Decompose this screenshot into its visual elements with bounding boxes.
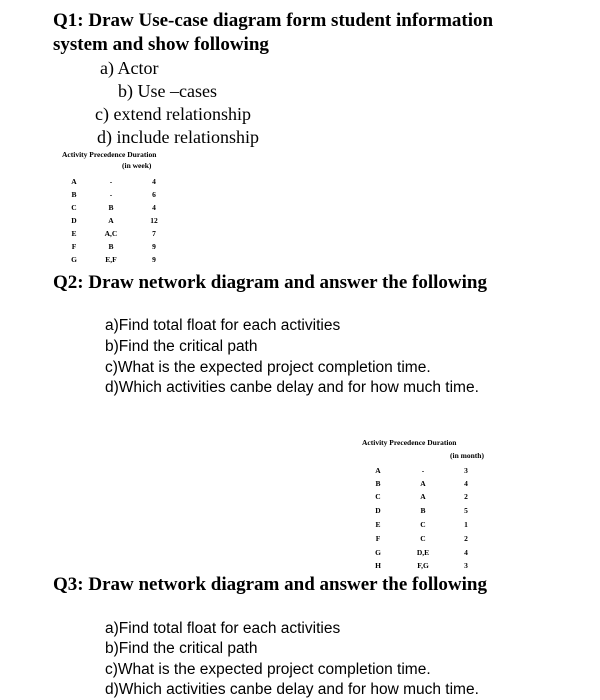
q1-item-include: d) include relationship: [97, 127, 259, 147]
table1-header: Activity Precedence Duration: [62, 150, 157, 159]
duration-cell: 4: [152, 177, 156, 186]
activity-cell: C: [375, 492, 381, 501]
q1-item-use-cases: b) Use –cases: [118, 81, 217, 101]
table2-unit: (in month): [450, 451, 484, 460]
duration-cell: 5: [464, 506, 468, 515]
precedence-cell: A: [420, 492, 426, 501]
q3-task-total-float: a)Find total float for each activities: [105, 620, 341, 637]
precedence-cell: C: [420, 520, 426, 529]
duration-cell: 4: [464, 548, 468, 557]
activity-cell: F: [71, 242, 77, 251]
duration-cell: 7: [152, 229, 156, 238]
q3-title: Q3: Draw network diagram and answer the following: [53, 574, 488, 595]
activity-cell: D: [375, 506, 381, 515]
q3-task-critical-path: b)Find the critical path: [105, 640, 258, 657]
precedence-cell: D,E: [416, 548, 430, 557]
duration-cell: 9: [152, 255, 156, 264]
duration-cell: 2: [464, 534, 468, 543]
activity-cell: H: [375, 561, 381, 570]
activity-cell: A: [71, 177, 77, 186]
q1-title-line2: system and show following: [53, 34, 269, 55]
activity-table-2: [360, 438, 500, 573]
duration-cell: 2: [464, 492, 468, 501]
duration-cell: 1: [464, 520, 468, 529]
precedence-cell: A,C: [104, 229, 118, 238]
duration-cell: 9: [152, 242, 156, 251]
q1-title-line1: Q1: Draw Use-case diagram form student information: [53, 10, 494, 31]
table2-header: Activity Precedence Duration: [362, 438, 457, 447]
q2-task-critical-path: b)Find the critical path: [105, 338, 258, 355]
precedence-cell: F,G: [417, 561, 429, 570]
activity-cell: B: [375, 479, 381, 488]
precedence-cell: B: [420, 506, 426, 515]
activity-cell: G: [71, 255, 77, 264]
q3-task-delay: d)Which activities canbe delay and for how much time.: [105, 681, 479, 698]
activity-cell: A: [375, 466, 381, 475]
precedence-cell: A: [420, 479, 426, 488]
q1-item-extend: c) extend relationship: [95, 104, 251, 124]
q2-task-completion-time: c)What is the expected project completion time.: [105, 359, 431, 376]
activity-cell: C: [71, 203, 77, 212]
precedence-cell: B: [108, 203, 114, 212]
activity-cell: D: [71, 216, 77, 225]
duration-cell: 3: [464, 561, 468, 570]
q3-task-completion-time: c)What is the expected project completion time.: [105, 661, 431, 678]
precedence-cell: -: [109, 190, 113, 199]
precedence-cell: -: [421, 466, 425, 475]
duration-cell: 3: [464, 466, 468, 475]
q2-task-total-float: a)Find total float for each activities: [105, 317, 341, 334]
duration-cell: 4: [152, 203, 156, 212]
precedence-cell: A: [108, 216, 114, 225]
q2-task-delay: d)Which activities canbe delay and for how much time.: [105, 379, 479, 396]
activity-cell: E: [375, 520, 381, 529]
activity-cell: E: [71, 229, 77, 238]
precedence-cell: C: [420, 534, 426, 543]
precedence-cell: -: [109, 177, 113, 186]
precedence-cell: B: [108, 242, 114, 251]
q2-title: Q2: Draw network diagram and answer the following: [53, 272, 488, 293]
duration-cell: 12: [150, 216, 158, 225]
table1-unit: (in week): [122, 161, 152, 170]
q1-item-actor: a) Actor: [100, 58, 159, 78]
activity-cell: F: [375, 534, 381, 543]
precedence-cell: E,F: [105, 255, 117, 264]
activity-cell: G: [375, 548, 381, 557]
duration-cell: 4: [464, 479, 468, 488]
duration-cell: 6: [152, 190, 156, 199]
activity-cell: B: [71, 190, 77, 199]
activity-table-1: [60, 150, 200, 270]
